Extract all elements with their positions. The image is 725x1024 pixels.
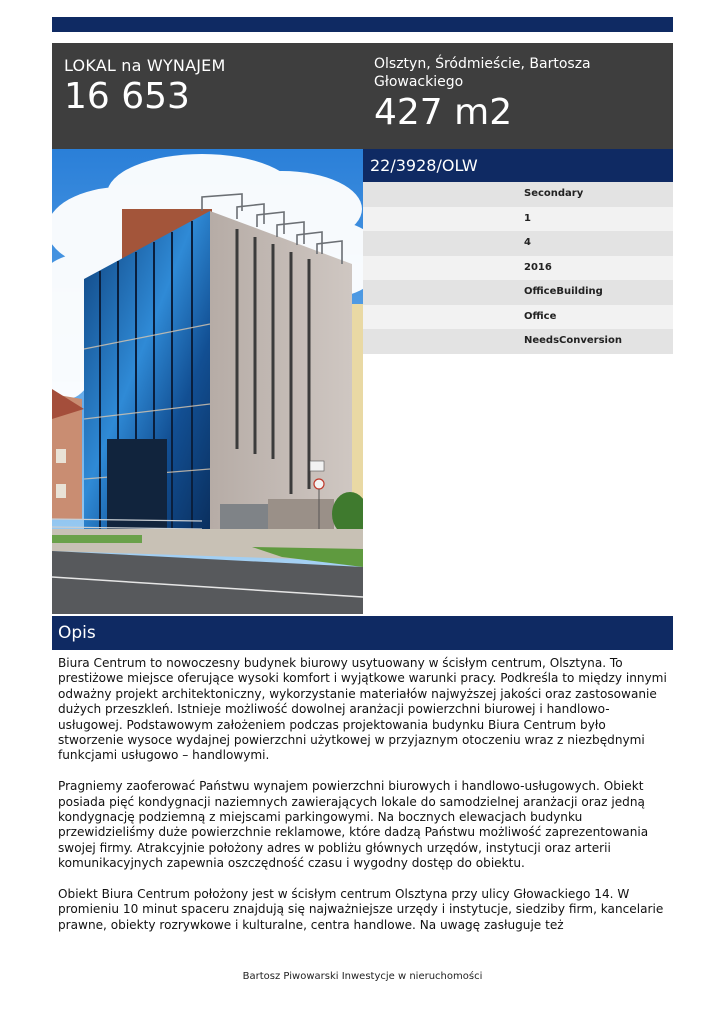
attribute-market: Secondary	[363, 182, 673, 207]
description-paragraph: Biura Centrum to nowoczesny budynek biurowy usytuowany w ścisłym centrum, Olsztyna. To prestiżowe miejsce oferujące wysoki komfort i wyjątkowe warunki pracy. Podkreśla to między innymi odważny projekt architektoniczny, wykorzystanie materiałów najwyższej jakości oraz zastosowanie dużych przeszkleń. Istnieje możliwość dowolnej aranżacji powierzchni biurowej i handlowo-usługowej. Podstawowym założeniem podczas projektowania budynku Biura Centrum było stworzenie wysoce wydajnej powierzchni użytkowej w przyjaznym otoczeniu wraz z niezbędnymi funkcjami usługowo – handlowymi.	[58, 656, 667, 763]
attribute-building-type: OfficeBuilding	[363, 280, 673, 305]
top-accent-bar	[52, 17, 673, 32]
header-left	[64, 56, 354, 117]
reference-number: 22/3928/OLW	[363, 149, 673, 182]
description-paragraph: Pragniemy zaoferować Państwu wynajem powierzchni biurowych i handlowo-usługowych. Obiekt posiada pięć kondygnacji naziemnych zawierających lokale do samodzielnej aranżacji oraz jedną kondygnację podziemną z miejscami parkingowymi. Na bocznych elewacjach budynku przewidzieliśmy duże powierzchnie reklamowe, które dadzą Państwu możliwość zaprezentowania swojej firmy. Atrakcyjnie położony adres w pobliżu głównych urzędów, instytucji oraz arterii komunikacyjnych zapewnia oszczędność czasu i wygodny dostęp do obiektu.	[58, 779, 649, 871]
listing-area: 427 m2	[374, 92, 513, 133]
description-body	[58, 656, 668, 949]
listing-price: 16 653	[64, 76, 190, 117]
attribute-year: 2016	[363, 256, 673, 281]
description-paragraph: Obiekt Biura Centrum położony jest w ścisłym centrum Olsztyna przy ulicy Głowackiego 14. W promieniu 10 minut spaceru znajdują się najważniejsze urzędy i instytucje, siedziby firm, kancelarie prawne, obiekty rozrywkowe i kulturalne, centra handlowe. Na uwagę zasługuje też	[58, 887, 664, 932]
building-photo	[52, 149, 363, 614]
attribute-floor: 1	[363, 207, 673, 232]
attribute-floors-total: 4	[363, 231, 673, 256]
attribute-usage: Office	[363, 305, 673, 330]
header-right	[374, 55, 664, 133]
attribute-condition: NeedsConversion	[363, 329, 673, 354]
listing-header	[52, 43, 673, 149]
listing-type: LOKAL na WYNAJEM	[64, 56, 226, 75]
listing-location: Olsztyn, Śródmieście, Bartosza Głowackiego	[374, 56, 591, 90]
footer-text: Bartosz Piwowarski Inwestycje w nieruchomości	[242, 971, 483, 982]
description-heading: Opis	[52, 616, 673, 650]
attributes-table	[363, 182, 673, 354]
